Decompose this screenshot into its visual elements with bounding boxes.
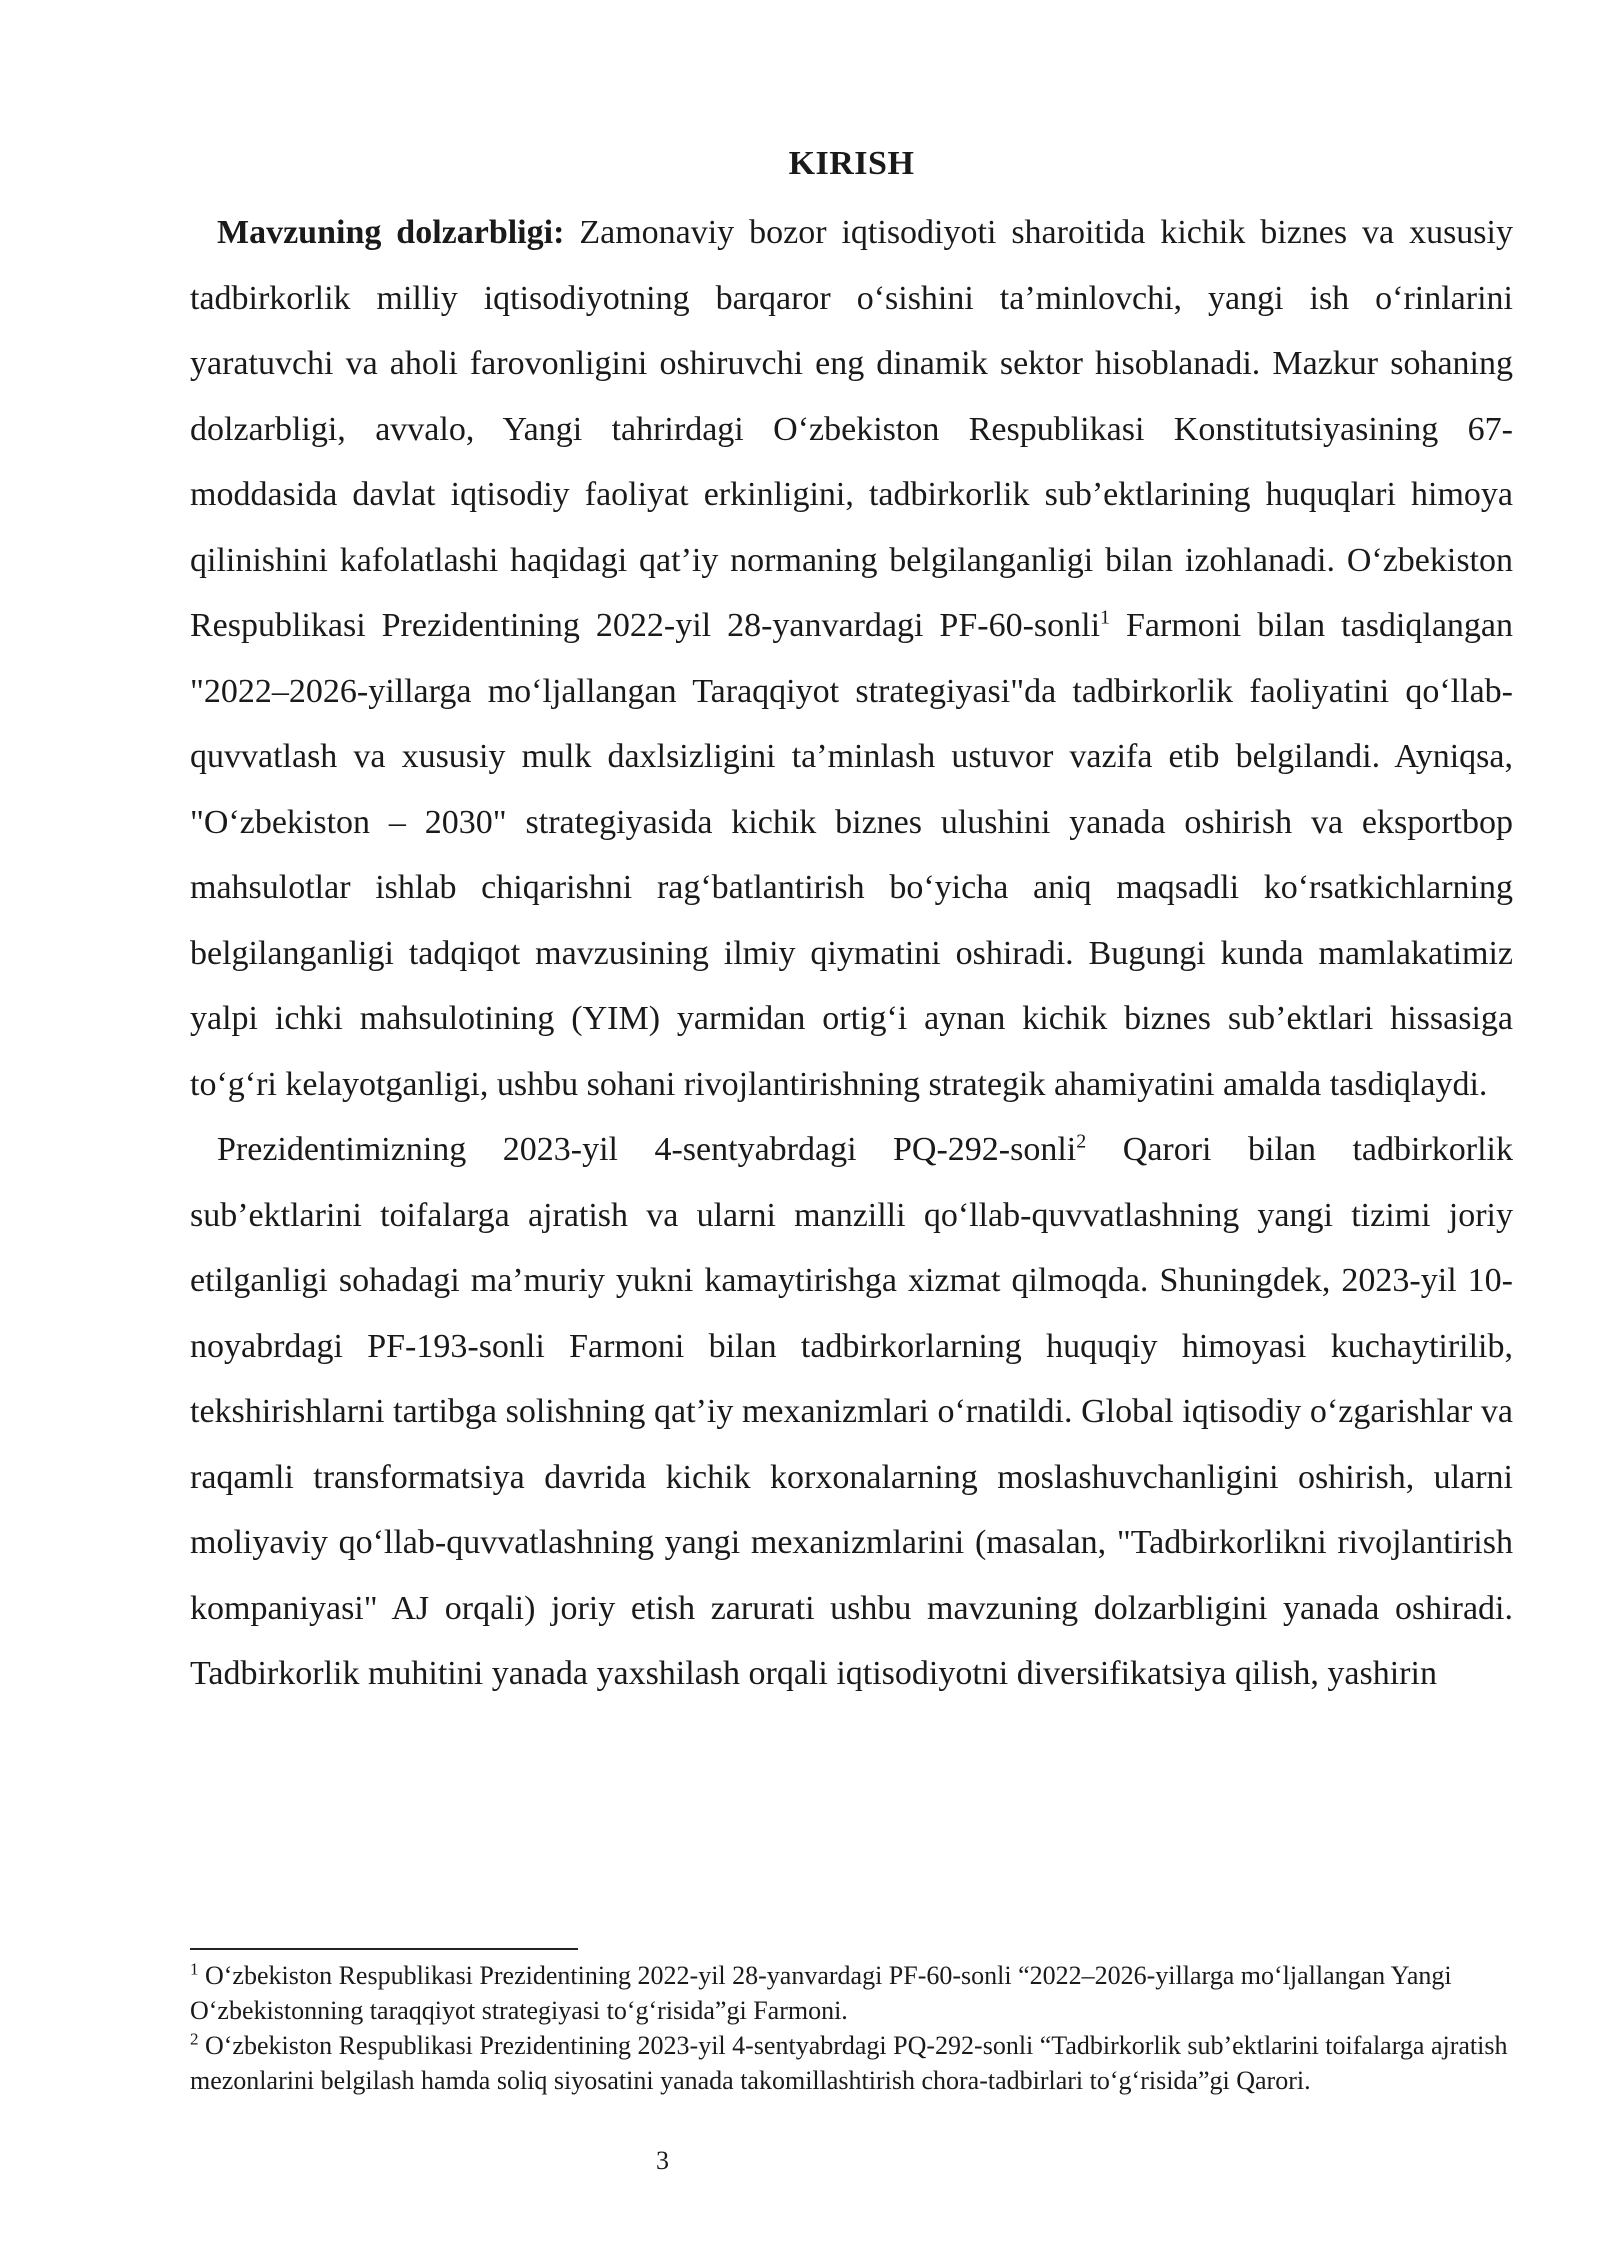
footnote-1-text: O‘zbekiston Respublikasi Prezidentining 2022-yil 28-yanvardagi PF-60-sonli “2022–2026-yillarga mo‘ljallangan Yangi O‘zbekistonning taraqqiyot strategiyasi to‘g‘risida”gi Farmoni.: [190, 1961, 1452, 2025]
footnote-separator: [190, 1948, 578, 1950]
page-number: 3: [656, 2146, 669, 2175]
paragraph-relevance: [190, 200, 1513, 1117]
relevance-label: Mavzuning dolzarbligi:: [217, 214, 565, 251]
footnote-2-mark: 2: [190, 2029, 199, 2049]
paragraph-2-text-a: Prezidentimizning 2023-yil 4-sentyabrdagi PQ-292-sonli: [217, 1131, 1077, 1168]
footnotes: [190, 1958, 1513, 2098]
paragraph-2-text-b: Qarori bilan tadbirkorlik sub’ektlarini toifalarga ajratish va ularni manzilli qo‘llab-quvvatlashning yangi tizimi joriy etilganligi sohadagi ma’muriy yukni kamaytirishga xizmat qilmoqda. Shuningdek, 2023-yil 10-noyabrdagi PF-193-sonli Farmoni bilan tadbirkorlarning huquqiy himoyasi kuchaytirilib, tekshirishlarni tartibga solishning qat’iy mexanizmlari o‘rnatildi. Global iqtisodiy o‘zgarishlar va raqamli transformatsiya davrida kichik korxonalarning moslashuvchanligini oshirish, ularni moliyaviy qo‘llab-quvvatlashning yangi mexanizmlarini (masalan, "Tadbirkorlikni rivojlantirish kompaniyasi" AJ orqali) joriy etish zarurati ushbu mavzuning dolzarbligini yanada oshiradi. Tadbirkorlik muhitini yanada yaxshilash orqali iqtisodiyotni diversifikatsiya qilish, yashirin: [190, 1131, 1513, 1692]
footnote-1-mark: 1: [190, 1959, 199, 1979]
section-heading: KIRISH: [788, 145, 915, 182]
footnote-2: [190, 2028, 1513, 2098]
paragraph-president-decree: [190, 1117, 1513, 1707]
paragraph-1-text-b: Farmoni bilan tasdiqlangan "2022–2026-yillarga mo‘ljallangan Taraqqiyot strategiyasi"da tadbirkorlik faoliyatini qo‘llab-quvvatlash va xususiy mulk daxlsizligini ta’minlash ustuvor vazifa etib belgilandi. Ayniqsa, "O‘zbekiston – 2030" strategiyasida kichik biznes ulushini yanada oshirish va eksportbop mahsulotlar ishlab chiqarishni rag‘batlantirish bo‘yicha aniq maqsadli ko‘rsatkichlarning belgilanganligi tadqiqot mavzusining ilmiy qiymatini oshiradi. Bugungi kunda mamlakatimiz yalpi ichki mahsulotining (YIM) yarmidan ortig‘i aynan kichik biznes sub’ektlari hissasiga to‘g‘ri kelayotganligi, ushbu sohani rivojlantirishning strategik ahamiyatini amalda tasdiqlaydi.: [190, 607, 1513, 1103]
footnote-1: [190, 1958, 1513, 2028]
footnote-ref-2[interactable]: 2: [1076, 1130, 1087, 1153]
paragraph-1-text-a: Zamonaviy bozor iqtisodiyoti sharoitida kichik biznes va xususiy tadbirkorlik milliy iqtisodiyotning barqaror o‘sishini ta’minlovchi, yangi ish o‘rinlarini yaratuvchi va aholi farovonligini oshiruvchi eng dinamik sektor hisoblanadi. Mazkur sohaning dolzarbligi, avvalo, Yangi tahrirdagi O‘zbekiston Respublikasi Konstitutsiyasining 67-moddasida davlat iqtisodiy faoliyat erkinligini, tadbirkorlik sub’ektlarining huquqlari himoya qilinishini kafolatlashi haqidagi qat’iy normaning belgilanganligi bilan izohlanadi. O‘zbekiston Respublikasi Prezidentining 2022-yil 28-yanvardagi PF-60-sonli: [190, 214, 1513, 644]
footnote-ref-1[interactable]: 1: [1100, 606, 1111, 629]
page-body: [190, 138, 1513, 1707]
footnote-2-text: O‘zbekiston Respublikasi Prezidentining 2023-yil 4-sentyabrdagi PQ-292-sonli “Tadbirkorlik sub’ektlarini toifalarga ajratish mezonlarini belgilash hamda soliq siyosatini yanada takomillashtirish chora-tadbirlari to‘g‘risida”gi Qarori.: [190, 2031, 1508, 2095]
